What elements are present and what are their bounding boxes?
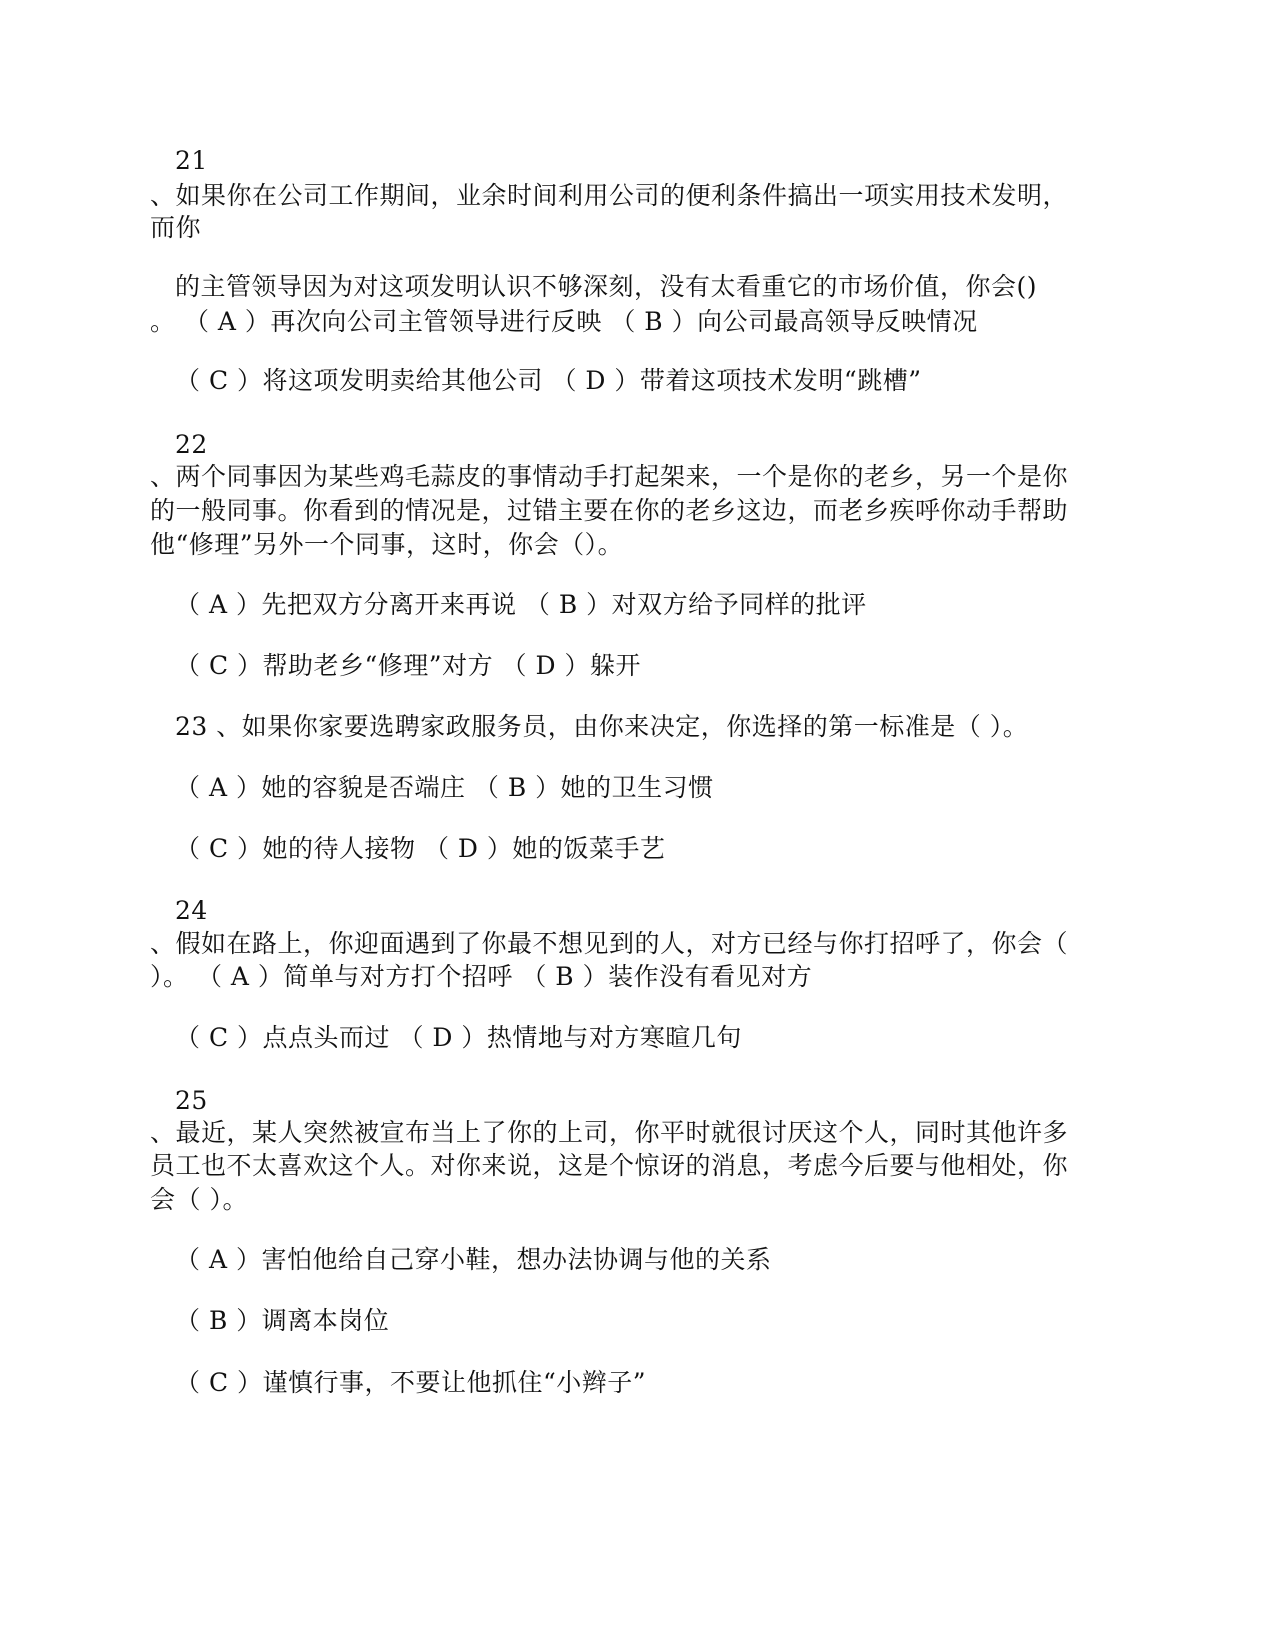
question-21-options: （ C ）将这项发明卖给其他公司 （ D ）带着这项技术发明“跳槽” — [175, 366, 922, 395]
question-21-text: 而你 — [150, 213, 202, 242]
question-22-options: （ C ）帮助老乡“修理”对方 （ D ）躲开 — [175, 651, 641, 680]
question-23-text: 23 、如果你家要选聘家政服务员，由你来决定，你选择的第一标准是（ ）。 — [175, 712, 1029, 741]
question-24-number: 24 — [175, 896, 208, 925]
question-23-options: （ C ）她的待人接物 （ D ）她的饭菜手艺 — [175, 834, 666, 863]
question-25-text: 会（ ）。 — [150, 1185, 248, 1214]
question-22-text: 他“修理”另外一个同事，这时，你会（）。 — [150, 530, 624, 559]
question-25-option-b: （ B ）调离本岗位 — [175, 1306, 390, 1335]
question-25-option-a: （ A ）害怕他给自己穿小鞋，想办法协调与他的关系 — [175, 1245, 772, 1274]
question-22-number: 22 — [175, 430, 208, 459]
question-25-number: 25 — [175, 1086, 208, 1115]
question-25-option-c: （ C ）谨慎行事，不要让他抓住“小辫子” — [175, 1368, 647, 1397]
question-24-options: ）。 （ A ）简单与对方打个招呼 （ B ）装作没有看见对方 — [150, 962, 813, 991]
question-21-number: 21 — [175, 146, 208, 175]
question-22-text: 的一般同事。你看到的情况是，过错主要在你的老乡这边，而老乡疾呼你动手帮助 — [150, 496, 1069, 525]
question-25-text: 、最近，某人突然被宣布当上了你的上司，你平时就很讨厌这个人，同时其他许多 — [150, 1118, 1069, 1147]
question-22-options: （ A ）先把双方分离开来再说 （ B ）对双方给予同样的批评 — [175, 590, 867, 619]
question-21-text: 的主管领导因为对这项发明认识不够深刻，没有太看重它的市场价值，你会() — [175, 272, 1038, 301]
question-22-text: 、两个同事因为某些鸡毛蒜皮的事情动手打起架来，一个是你的老乡，另一个是你 — [150, 462, 1069, 491]
question-25-text: 员工也不太喜欢这个人。对你来说，这是个惊讶的消息，考虑今后要与他相处，你 — [150, 1151, 1069, 1180]
question-21-text: 、如果你在公司工作期间，业余时间利用公司的便利条件搞出一项实用技术发明， — [150, 181, 1069, 210]
question-24-options: （ C ）点点头而过 （ D ）热情地与对方寒暄几句 — [175, 1023, 742, 1052]
question-21-options: 。 （ A ）再次向公司主管领导进行反映 （ B ）向公司最高领导反映情况 — [150, 307, 978, 336]
question-24-text: 、假如在路上，你迎面遇到了你最不想见到的人，对方已经与你打招呼了，你会（ — [150, 929, 1069, 958]
question-23-options: （ A ）她的容貌是否端庄 （ B ）她的卫生习惯 — [175, 773, 714, 802]
